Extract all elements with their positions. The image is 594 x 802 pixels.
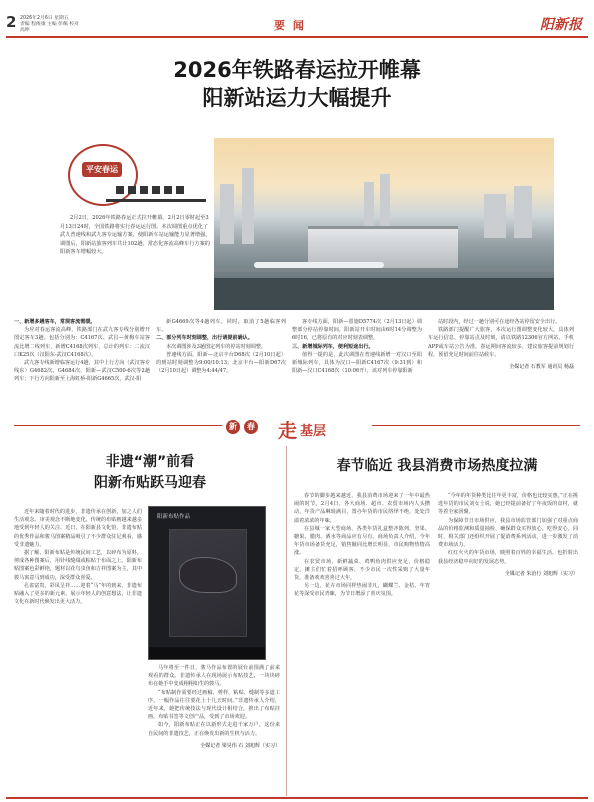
- banner-rest-text: 基层: [300, 424, 327, 439]
- paragraph: 新G4669次等4趟列车，同时，取消了5趟临客列车。: [156, 319, 286, 334]
- artwork-caption: 阳新布贴作品: [157, 514, 191, 520]
- station-photo: [214, 138, 554, 310]
- paragraph: 孔雀富贵、彩凤呈祥……迎着“马”年的到来，非遗布贴融入了更多的新元素，展示年轻人的创意想法，让非遗文化在新时代焕发出更大活力。: [14, 582, 142, 606]
- train-icon: [106, 192, 206, 202]
- paragraph: 据了解，阳新布贴是传统民间工艺，以碎布为原料，剪成各种图案后，用针线缝缀或粘贴于布面之上。阳新布贴图案色彩鲜艳，题材以花鸟虫鱼和吉祥图案为主，其中骏马寓意马到成功，深受群众喜爱。: [14, 550, 142, 581]
- subhead-1: 一、新增多趟客车，常规客流需缓。: [14, 319, 96, 325]
- banner-badge-spring: 春: [244, 420, 258, 434]
- banner-badge-new: 新: [226, 420, 240, 434]
- paragraph: 铁路部门提醒广大旅客，本次运行图调整变化较大，具体列车运行信息、停靠站点及时刻，请以铁路12306官方网站、手机APP或车站公告为准。春运期间客流较多，建议旅客提前规划行程，预留充足时间前往站候车。: [428, 327, 574, 358]
- byline: 全媒记者 朱治行 刘旭辉（实习）: [504, 570, 578, 577]
- paragraph: 如今，阳新布贴正在以新形式走进千家万户，这份来自民间的非遗技艺，正在焕发出新的生机与活力。: [148, 722, 280, 737]
- banner-main-char: 走: [278, 420, 298, 442]
- section-banner: [222, 416, 372, 440]
- top-story-col-1: [14, 318, 150, 418]
- paragraph: 在农贸市场，新鲜蔬菜、鸡鸭鱼肉供应充足，价格稳定。摊主们忙着招呼顾客，不少市民一次性采购了大量年货，准备欢欢喜喜过大年。: [294, 558, 430, 582]
- subhead-2: 二、部分列车时刻调整，出行请提前确认。: [156, 335, 253, 342]
- issue-editors: 责编 程俊康 主编 彭佩 校对 高坤: [20, 22, 79, 33]
- paragraph: 本次调图涉及3趟图定列车的停站时刻调整。: [166, 343, 267, 350]
- top-story-col-3: [292, 318, 422, 418]
- left-story-col-1: [14, 508, 142, 790]
- story-intro: 2月2日，2026年铁路春运正式拉开帷幕。2月2日零时起至3月13日24时，全国铁路将实行春运运行图。本次调图重点优化了武九普速线和武九客专运输方案，使阳新车站运输能力显著增强。 调图后，阳新站旅客列车共计102趟，常态化客流高峰车行方案的阳新客车增幅较大。: [60, 215, 211, 255]
- paragraph: “布贴制作需要经过画稿、剪样、粘贴、缝制等多道工序，一幅作品往往要花上十几天时间。”非遗传承人介绍，近年来，她把传统技法与现代设计相结合，推出了布贴挂画、布贴书签等文创产品，受到了市场欢迎。: [148, 689, 280, 721]
- road: [214, 278, 554, 310]
- paragraph: 另一边，花卉市场同样热闹非凡，蝴蝶兰、金桔、年宵花等深受市民青睐，为节日增添了喜庆氛围。: [294, 583, 430, 598]
- left-story-col-2: [148, 664, 280, 790]
- column-divider: [286, 446, 287, 796]
- page-header: [6, 14, 588, 38]
- artwork-photo: [148, 506, 266, 660]
- subhead-3: 三、新增城际列车，便利短途出行。: [292, 343, 374, 350]
- train-shape: [254, 262, 384, 268]
- page-footer-rule: [6, 797, 588, 799]
- section-title: 要 闻: [274, 19, 306, 32]
- paragraph: 值得一提的是，此次调图在普速线新增一对汉口至阳新城际列车，具体为汉口—阳新C4167次（9:31到）和阳新—汉口C4168次（10:06开），该对列车停靠阳新: [292, 351, 422, 375]
- building-icon: [514, 186, 532, 238]
- top-story-col-4: [428, 318, 574, 418]
- newspaper-logo: 阳新报: [540, 17, 582, 33]
- paragraph: 在县城一家大型商场，各类年货礼盒整齐陈列，坚果、糖果、腊肉、酒水等商品应有尽有。商场负责人介绍，今年年货市场备货充足，销售额同比增长明显，市民购物热情高涨。: [294, 525, 430, 557]
- issue-date: 2026年2月6日 星期五: [20, 16, 69, 21]
- main-headline: [60, 56, 534, 112]
- stamp-label: 平安春运: [82, 162, 122, 177]
- rail-track: [214, 268, 554, 272]
- main-headline-line2: 阳新站运力大幅提升: [202, 86, 392, 110]
- paragraph: 马年将至一件日，骏马作品布置的展台前围满了前来观看的群众。非遗传承人在现场展示布贴技艺，一块块碎布在她手中变成栩栩如生的骏马。: [148, 665, 280, 688]
- byline: 全媒记者 石教军 通讯员 杨磊: [509, 364, 574, 371]
- left-headline-line2: 阳新布贴跃马迎春: [94, 475, 206, 491]
- artwork-base: [149, 647, 266, 660]
- left-headline-line1: 非遗“潮”前看: [105, 454, 195, 470]
- top-story-col-2: [156, 318, 286, 418]
- paragraph: 客专线方面，阳新—恩施D5774次（2月13日起）调整部分停站停靠时间，阳新站开车时间由6时14分调整为6时16，已将原有的对应时刻表调整。: [292, 319, 422, 342]
- paragraph: 近年来随着时代的进步，非遗传承在创新，加之人们生活观念、审美观念不断地变化，传统的布贴画越来越多地受到年轻人的关注。近日，在阳新县文化馆，非遗布贴的优秀作品和骏马图案精品吸引了不少群众驻足观看，感受非遗魅力。: [14, 509, 142, 548]
- paragraph: 为保障节日市场供应，我县市场监管部门加强了对重点商品的价格监测和质量抽检，确保群众买得放心、吃得安心。同时，相关部门还组织开展了促消费系列活动，进一步激发了消费市场活力。: [438, 517, 578, 549]
- paragraph: 武九客专线新增临客运行4趟，其中上行方向（武汉客专线东）G4682次、G4684次，阳新—武汉C500-6次等2趟列车；下行方向阳新至上海虹桥-阳新G4665次，武汉-阳: [14, 360, 150, 383]
- horse-icon: [179, 557, 237, 593]
- main-headline-line1: 2026年铁路春运拉开帷幕: [173, 58, 421, 82]
- paragraph: 红红火火的年货市场，映照着百姓的幸福生活，也折射出我县经济稳中向好的发展态势。: [438, 550, 578, 565]
- building-icon: [380, 174, 390, 226]
- paragraph: 普速线方面，阳新—北京丰台D68次（2月10日起）的到站时刻调整为9:00/10:13；北京丰台—阳新D67次（2月10日起）调整为4:44/47。: [156, 351, 286, 375]
- left-story-headline: [20, 452, 280, 494]
- building-icon: [484, 194, 506, 238]
- building-icon: [220, 184, 234, 244]
- paragraph: 站时段内，经过一趟分别可在途经各站停留安全出行。: [438, 319, 561, 325]
- building-icon: [242, 168, 254, 244]
- right-story-headline: 春节临近 我县消费市场热度拉满: [336, 458, 538, 474]
- right-story-col-1: [294, 492, 430, 790]
- paragraph: 春节的脚步越来越近，我县消费市场迎来了一年中最热闹的时节。2月4日，各大商场、超市、农贸市场内人头攒动，年货产品琳琅满目，置办年货的市民络绎不绝，处处洋溢着浓浓的年味。: [294, 493, 430, 524]
- issue-meta: [20, 16, 80, 34]
- right-story-col-2: [438, 492, 578, 790]
- paragraph: 为应对春运客流高峰，铁路部门在武九客专线分别增开图定客车3趟。包括分别为：C4167次、武昌—黄梅车站客流比增二线列车，新增C4168次列车，总计的列车：二流汉口K25次（汉阳东-武汉C4168次）。: [14, 327, 150, 358]
- spring-travel-stamp: [48, 140, 208, 216]
- page-number: 2: [6, 13, 17, 31]
- byline: 全媒记者 梁昊伟 石 刘旭辉（实习）: [200, 742, 280, 749]
- building-icon: [364, 182, 374, 226]
- paragraph: “今年的年货种类比往年更丰富，价格也比较实惠。”正在挑选年货的市民刘女士说，她已经提前备好了年夜饭的食材，就等着全家团聚。: [438, 493, 578, 516]
